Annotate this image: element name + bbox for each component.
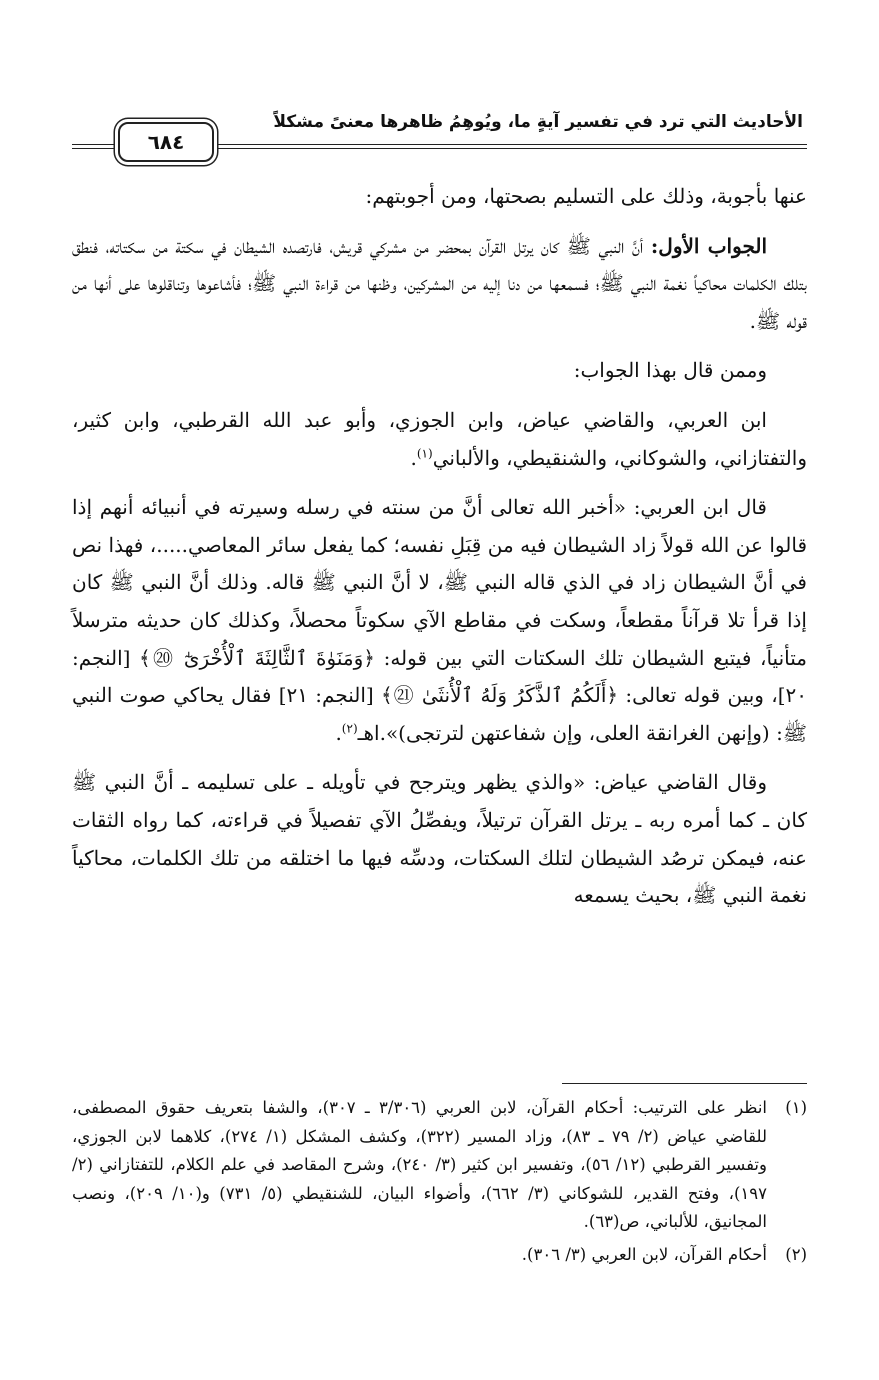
footnote-ref-1[interactable]: (١)	[416, 445, 433, 460]
page-number: ٦٨٤	[118, 122, 214, 162]
proponents-list-text: ابن العربي، والقاضي عياض، وابن الجوزي، وأبو عبد الله القرطبي، وابن كثير، والتفتازاني، والشوكاني، والشنقيطي، والألباني	[72, 407, 807, 470]
footnote-text: انظر على الترتيب: أحكام القرآن، لابن العربي (٣/٣٠٦ ـ ٣٠٧)، والشفا بتعريف حقوق المصطفى، للقاضي عياض (٢/ ٧٩ ـ ٨٣)، وزاد المسير (٣٢٢)، وكشف المشكل (١/ ٢٧٤)، كلاهما لابن الجوزي، وتفسير القرطبي (١٢/ ٥٦)، وتفسير ابن كثير (٣/ ٢٤٠)، وشرح المقاصد في علم الكلام، للتفتازاني (٢/ ١٩٧)، وفتح القدير، للشوكاني (٣/ ٦٦٢)، وأضواء البيان، للشنقيطي (٥/ ٧٣١) و(١٠/ ٢٠٩)، ونصب المجانيق، للألباني، ص(٦٣).	[72, 1098, 768, 1232]
paragraph-first-answer	[72, 228, 807, 341]
ibn-arabi-quote-end: .	[335, 720, 342, 745]
footnote-2	[72, 1241, 807, 1270]
footnote-ref-2[interactable]: (٢)	[341, 721, 358, 736]
paragraph-qadi-iyad-quote: وقال القاضي عياض: «والذي يظهر ويترجح في تأويله ـ على تسليمه ـ أنَّ النبي ﷺ كان ـ كما أمره ربه ـ يرتل القرآن ترتيلاً، ويفصِّلُ الآي تفصيلاً في قراءته، كما رواه الثقات عنه، فيمكن ترصُد الشيطان لتلك السكتات، ودسِّه فيها ما اختلقه من تلك الكلمات، محاكياً نغمة النبي ﷺ، بحيث يسمعه	[72, 770, 807, 908]
footnote-number: (٢)	[785, 1244, 807, 1264]
footnotes	[72, 1094, 807, 1274]
running-title: الأحاديث التي ترد في تفسير آيةٍ ما، ويُوهِمُ ظاهرها معنىً مشكلاً	[273, 112, 803, 132]
first-answer-heading: الجواب الأول:	[650, 233, 768, 258]
footnote-separator	[562, 1083, 807, 1084]
paragraph-intro: عنها بأجوبة، وذلك على التسليم بصحتها، ومن أجوبتهم:	[365, 184, 807, 208]
proponents-list-end: .	[410, 445, 417, 470]
paragraph-proponents-list	[72, 402, 807, 477]
main-text	[72, 178, 807, 927]
ibn-arabi-quote-text: قال ابن العربي: «أخبر الله تعالى أنَّ من سنته في رسله وسيرته في أنبيائه أنهم إذا قالوا عن الله قولاً زاد الشيطان فيه من قِبَلِ نفسه؛ كما يفعل سائر المعاصي.....، فهذا نص في أنَّ الشيطان زاد في الذي قاله النبي ﷺ، لا أنَّ النبي ﷺ قاله. وذلك أنَّ النبي ﷺ كان إذا قرأ تلا قرآناً مقطعاً، وسكت في مقاطع الآي سكوتاً محصلاً، وكذلك كان حديثه مترسلاً متأنياً، فيتبع الشيطان تلك السكتات التي بين قوله: ﴿وَمَنَوٰةَ ٱلثَّالِثَةَ ٱلْأُخْرَىٰٓ ⑳﴾ [النجم: ٢٠]، وبين قوله تعالى: ﴿أَلَكُمُ ٱلذَّكَرُ وَلَهُ ٱلْأُنثَىٰ ㉑﴾ [النجم: ٢١] فقال يحاكي صوت النبي ﷺ: (وإنهن الغرانقة العلى، وإن شفاعتهن لترتجى)».اهـ	[72, 495, 807, 745]
paragraph-ibn-arabi-quote	[72, 489, 807, 752]
footnote-text: أحكام القرآن، لابن العربي (٣/ ٣٠٦).	[521, 1244, 767, 1264]
paragraph-proponents-intro: وممن قال بهذا الجواب:	[573, 358, 767, 383]
first-answer-text: أنَّ النبي ﷺ كان يرتل القرآن بمحضر من مشركي قريش، فارتصده الشيطان في سكتة من سكتاته، فنطق بتلك الكلمات محاكياً نغمة النبي ﷺ؛ فسمعها من دنا إليه من المشركين، وظنها من قراءة النبي ﷺ؛ فأشاعوها وتناقلوها على أنها من قوله ﷺ.	[72, 233, 808, 333]
footnote-number: (١)	[785, 1098, 807, 1117]
footnote-1	[72, 1094, 807, 1237]
